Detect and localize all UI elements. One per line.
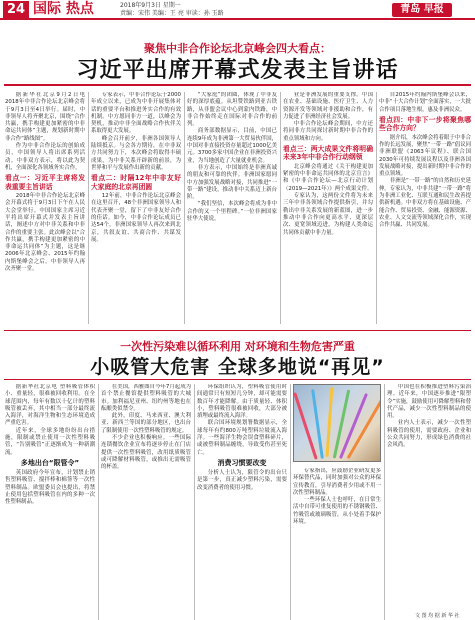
column-divider [290, 384, 291, 620]
lead-kicker: 聚焦中非合作论坛北京峰会四大看点： [144, 42, 331, 55]
column-divider [184, 92, 185, 324]
article-paragraph: 近年来，全球多地纷纷出台措施，限制或禁止使用一次性塑料吸管，“告别吸管”正逐渐成为一种新潮流。 [5, 427, 95, 456]
subheading: 多地出台“限管令” [20, 458, 80, 467]
article-paragraph: 非洲是“一带一路”的自然和历史延伸。专家认为，中非共建“一带一路”将为非洲工业化、互联互通和民生改善提供新机遇。中非双方将在基础设施、产能合作、贸易投资、金融、能源资源、农业、人文交流等领域深化合作，实现合作共赢、共同发展。 [379, 178, 471, 229]
article-column-5 [379, 92, 471, 324]
article-column-b3 [197, 384, 287, 620]
article-paragraph: 专家表示，中非合作论坛于2000年成立以来，已成为中非开展集体对话的重要平台和推进务实合作的有效机制。中方愿同非方一道，以峰会为契机，推动中非全面战略合作伙伴关系取得更大发展。 [91, 92, 181, 135]
article-paragraph: 非方表示，中国始终是非洲真诚的朋友和可靠的伙伴。非洲国家愿同中方加强发展战略对接，共同推进“一带一路”建设，推动非中关系迈上新台阶。 [187, 164, 277, 201]
article-paragraph: 中国也在积极推进塑料污染治理。近年来，中国逐步推进“限塑令”实施，鼓励使用可降解塑料和替代产品，减少一次性塑料制品的使用。 [387, 384, 471, 420]
issue-date: 2018年9月3日 星期一 [120, 2, 181, 9]
article-paragraph: 业内人士表示，减少一次性塑料吸管的使用，需要政府、企业和公众共同努力，形成绿色消费的社会风尚。 [387, 420, 471, 449]
article-paragraph: 据新华社北京9月2日电 2018年中非合作论坛北京峰会将于9月3日至4日举行。届时，中非领导人将齐聚北京，围绕“合作共赢，携手构建更加紧密的中非命运共同体”主题，规划新时期中非合作“路线图”。 [5, 92, 85, 142]
straw-shape [326, 387, 334, 457]
column-divider [88, 92, 89, 324]
article-column-1 [5, 92, 85, 324]
article-paragraph: 英国政府今年宣布，计划禁止销售塑料吸管、搅拌棒和棉签等一次性塑料制品。欧盟委员会也提出，将禁止使用包括塑料吸管在内的多种一次性塑料制品。 [5, 469, 95, 506]
article-paragraph: 中非合作论坛峰会期间，中方还将同非方共同探讨新时期中非合作的重点领域和方向。 [283, 121, 373, 142]
article-paragraph: 业是非洲发展的重要支撑。中国在农业、基础设施、医疗卫生、人力资源开发等领域对非援助和合作，有力促进了非洲经济社会发展。 [283, 92, 373, 120]
straws-photo [293, 384, 381, 462]
article-column-4 [283, 92, 373, 324]
page-number: 24 [3, 1, 29, 18]
divider-rule [4, 330, 471, 331]
article-paragraph: 联合国环境规划署数据显示，全球每年有约800万吨塑料垃圾流入海洋。一些海洋生物会误食塑料碎片，或被塑料制品缠绕，导致受伤甚至死亡。 [197, 420, 287, 456]
article-column-2 [91, 92, 181, 324]
article-paragraph: 2018年中非合作论坛北京峰会开幕式将于9月3日下午在人民大会堂举行。中国国家主席习近平将出席开幕式并发表主旨讲话，阐述中方对中非关系和中非合作的重要主张。此次峰会以“合作共赢，携手构建更加紧密的中非命运共同体”为主题，这是继2006年北京峰会、2015年约翰内斯堡峰会之后，中非领导人再次齐聚一堂。 [5, 193, 85, 273]
article-paragraph: 北京峰会将通过《关于构建更加紧密的中非命运共同体的北京宣言》和《中非合作论坛—北京行动计划（2019—2021年）》两个成果文件。 [283, 163, 373, 192]
article-column-b5 [387, 384, 471, 610]
column-divider [376, 92, 377, 324]
article-paragraph: 作为中非合作论坛的创始成员，中国领导人将出席系列活动。中非双方表示，将以此为契机，全面深化各领域务实合作。 [5, 143, 85, 171]
article-column-b1 [5, 384, 95, 620]
article-paragraph: 环保组织认为，塑料吸管使用时间通常只有短短几分钟，却可能需要数百年才能降解。由于质量轻、体积小，塑料吸管很难被回收，大部分被填埋或最终流入海洋。 [197, 384, 287, 420]
column-divider [384, 384, 385, 620]
article-paragraph: “大家庭”的团圆，体现了中非友好的深厚底蕴。从坦赞铁路到亚吉铁路，从非盟会议中心到蒙内铁路，中非合作始终走在国际对非合作的前列。 [187, 92, 277, 128]
page-header [0, 0, 475, 20]
article-column-b4 [293, 468, 381, 618]
article-paragraph: “我们坚信，本次峰会将成为非中合作的又一个里程碑。”一位非洲国家驻华大使说。 [187, 201, 277, 223]
article-paragraph: 峰会召开前夕，非洲各国领导人陆续抵京。与会各方期待，在中非双方共同努力下，本次峰会将取得丰硕成果，为中非关系开辟新的前景，为世界和平与发展作出新的贡献。 [91, 135, 181, 171]
article-paragraph: 专家认为，这两份文件将为未来三年中非各领域合作提供指引，并勾勒出中非关系发展的新蓝图，进一步推动中非合作向更高水平、更深层次、更宽领域迈进，为构建人类命运共同体贡献中非力量。 [283, 193, 373, 236]
subheading: 消费习惯要改变 [217, 458, 267, 467]
article-paragraph: 12年前，中非合作论坛北京峰会在这里召开，48个非洲国家领导人和代表齐聚一堂，留下了中非友好合作的佳话。如今，中非合作论坛成员已达54个，非洲国家领导人再次来到北京，共叙友谊、共商合作、共谋发展。 [91, 193, 181, 243]
subheading: 看点一：习近平主席将发表重要主旨讲话 [5, 174, 85, 191]
article-paragraph: 据介绍，本次峰会将着眼于中非合作的长远发展，聚焦“一带一路”倡议同非洲联盟《2063年议程》、联合国2030年可持续发展议程以及非洲各国发展战略对接，提出新时期中非合作的重点领域。 [379, 134, 471, 178]
article-paragraph: 在美国，西雅图自今年7月起成为首个禁止餐馆提供塑料吸管的大城市。加利福尼亚州、纽约州等地也在酝酿类似禁令。 [101, 384, 191, 412]
section-title: 国际 热点 [33, 1, 94, 17]
article-paragraph: 专家指出，应鼓励企业研发更多环保替代品，同时加强对公众的环保宣传教育，引导消费者少用或不用一次性塑料制品。 [293, 468, 381, 496]
editor-credits: 责编：宋伟 美编：王 亮 审读：孙 玉路 [120, 10, 224, 17]
lead-headline: 习近平出席开幕式发表主旨讲话 [76, 58, 399, 83]
article-paragraph: 据新华社北京电 塑料吸管体积小、重量轻，很难被回收利用。在全球范围内，每年有数以十亿计的塑料吸管被丢弃，其中相当一部分最终流入海洋，对海洋生物和生态环境造成严重危害。 [5, 384, 95, 427]
article-paragraph: 商务部数据显示，目前，中国已连续9年成为非洲第一大贸易伙伴国，中国对非直接投资存量超过1000亿美元。3700多家中国企业在非洲投资兴业，为当地创造了大量就业机会。 [187, 128, 277, 164]
article-paragraph: 不少企业也积极响应。一些国际连锁餐饮企业宣布将逐步停止在门店提供一次性塑料吸管，改用纸质吸管或可降解材料吸管，或推出无需吸管的杯盖。 [101, 435, 191, 471]
subheading: 看点四：中非下一步将聚焦哪些合作方向？ [379, 115, 471, 133]
straw-shape [333, 389, 350, 458]
column-divider [194, 384, 195, 620]
article-paragraph: 分析人士认为，限管令的出台只是第一步，真正减少塑料污染，需要改变消费者的使用习惯。 [197, 469, 287, 491]
divider-rule [4, 379, 471, 380]
column-divider [280, 92, 281, 324]
subheading: 看点二：时隔12年中非友好大家庭的北京再团圆 [91, 174, 181, 191]
article-column-b2 [101, 384, 191, 620]
photo-credit: 文 图 均 据 新 华 社 [415, 613, 460, 619]
article-paragraph: 此外，印度、马来西亚、澳大利亚、新西兰等国的部分地区，也出台了限制使用一次性塑料吸管的规定。 [101, 413, 191, 434]
second-headline: 小吸管大危害 全球多地说“再见” [90, 356, 385, 378]
article-paragraph: 一些环保人士也呼吁，在日常生活中自带可重复使用的不锈钢吸管、竹吸管或玻璃吸管，从小处着手保护环境。 [293, 497, 381, 526]
article-paragraph: 自2015年约翰内斯堡峰会以来，中非“十大合作计划”全面落实，一大批合作项目落地生根，惠及非洲民众。 [379, 92, 471, 113]
second-kicker: 一次性污染难以循环利用 对环境和生物危害严重 [120, 340, 355, 353]
divider-rule [4, 84, 471, 86]
newspaper-logo: 青岛 早报 [392, 3, 452, 17]
article-column-3 [187, 92, 277, 324]
column-divider [98, 384, 99, 620]
subheading: 看点三：两大成果文件将明确未来3年中非合作行动纲领 [283, 145, 373, 162]
